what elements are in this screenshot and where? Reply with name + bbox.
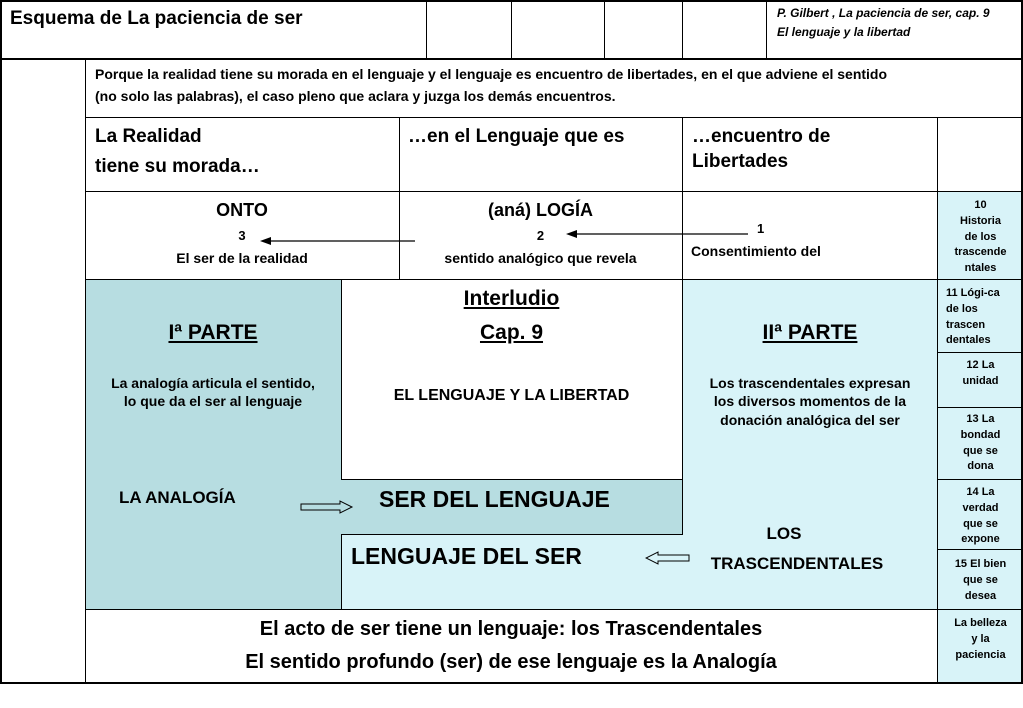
side-chapter-13: 13 La bondad que se dona xyxy=(960,413,1001,473)
lenguaje-del-ser-label: LENGUAJE DEL SER xyxy=(351,543,582,569)
intro-line-2: (no solo las palabras), el caso pleno que aclara y juzga los demás encuentros. xyxy=(95,88,616,104)
interludio-text: EL LENGUAJE Y LA LIBERTAD xyxy=(393,387,630,404)
conclusion-line-2: El sentido profundo (ser) de ese lenguaje es la Analogía xyxy=(245,651,777,673)
reference-line-1: P. Gilbert , La paciencia de ser, cap. 9 xyxy=(777,6,990,20)
arrow-logia-to-onto-icon xyxy=(258,234,418,248)
trascendentales-label: TRASCENDENTALES xyxy=(710,554,884,573)
reference-line-2: El lenguaje y la libertad xyxy=(777,25,911,39)
side-chapter-15: 15 El bien que se desea xyxy=(954,558,1007,602)
part1-text-line-1: La analogía articula el sentido, xyxy=(111,375,315,391)
term-lenguaje: …en el Lenguaje que es xyxy=(408,126,625,147)
term-encuentro-line-1: …encuentro de xyxy=(692,126,831,147)
side-chapter-16: La belleza y la paciencia xyxy=(954,617,1007,661)
interludio-title: Interludio xyxy=(463,287,560,310)
part1-text-line-2: lo que da el ser al lenguaje xyxy=(123,393,303,409)
arrow-consentimiento-to-logia-icon xyxy=(564,227,750,241)
conclusion-line-1: El acto de ser tiene un lenguaje: los Trascendentales xyxy=(259,618,763,640)
part2-text-line-1: Los trascendentales expresan xyxy=(709,375,911,391)
consentimiento-text: Consentimiento del xyxy=(691,243,821,259)
page-title: Esquema de La paciencia de ser xyxy=(10,8,303,29)
part2-title: IIª PARTE xyxy=(762,321,858,344)
term-realidad-line-1: La Realidad xyxy=(95,126,202,147)
consentimiento-number: 1 xyxy=(757,221,765,236)
side-chapter-14: 14 La verdad que se expone xyxy=(961,486,1000,546)
logia-title: (aná) LOGÍA xyxy=(487,200,593,220)
logia-number: 2 xyxy=(536,228,545,243)
part1-title: Iª PARTE xyxy=(168,321,258,344)
side-chapter-11: 11 Lógi-ca de los trascen dentales xyxy=(946,287,1000,347)
onto-number: 3 xyxy=(238,228,246,243)
trascendentales-panel xyxy=(682,480,938,610)
la-analogia-label: LA ANALOGÍA xyxy=(119,488,236,507)
ser-del-lenguaje-label: SER DEL LENGUAJE xyxy=(379,486,610,512)
part2-text-line-2: los diversos momentos de la xyxy=(713,393,907,409)
side-chapter-10: 10 Historia de los trascende ntales xyxy=(954,199,1007,275)
logia-text: sentido analógico que revela xyxy=(444,250,637,266)
part2-text-line-3: donación analógica del ser xyxy=(720,412,900,428)
intro-line-1: Porque la realidad tiene su morada en el lenguaje y el lenguaje es encuentro de libertades, en el que adviene el sentido xyxy=(95,66,888,82)
onto-text: El ser de la realidad xyxy=(176,250,308,266)
term-encuentro-line-2: Libertades xyxy=(692,151,789,172)
onto-title: ONTO xyxy=(216,200,268,220)
side-chapter-12: 12 La unidad xyxy=(962,359,999,387)
interludio-chapter: Cap. 9 xyxy=(479,321,544,344)
term-realidad-line-2: tiene su morada… xyxy=(95,156,260,177)
double-arrow-right-icon xyxy=(300,500,354,514)
los-label: LOS xyxy=(766,524,802,543)
